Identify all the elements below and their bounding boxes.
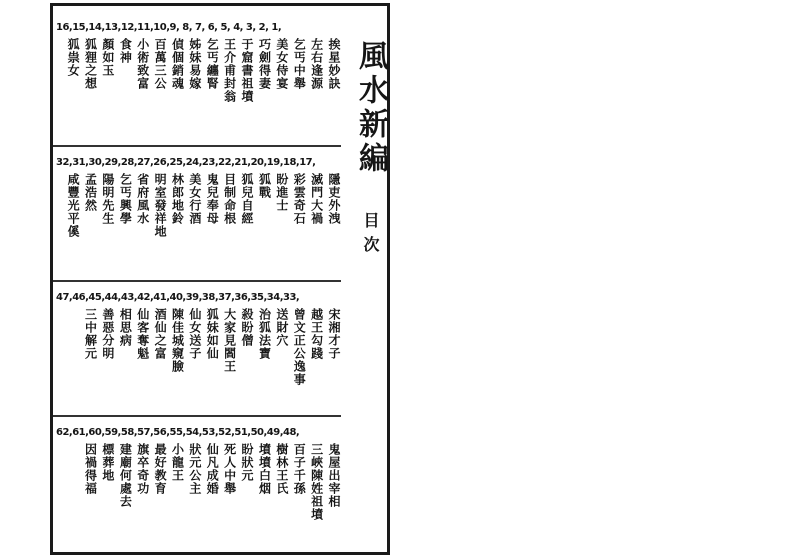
toc-entry: 鬼兒奉母 <box>205 173 220 225</box>
toc-entry: 乞丐中舉 <box>292 38 307 90</box>
entry-columns <box>81 308 342 386</box>
entry-columns <box>81 443 342 521</box>
toc-entry: 仙客奪魁 <box>135 308 150 360</box>
entry-numbers: 16,15,14,13,12,11,10,9, 8, 7, 6, 5, 4, 3, 2, 1, <box>56 22 282 33</box>
frame-bottom-border <box>50 552 390 555</box>
toc-entry: 王介甫封翁 <box>222 38 237 103</box>
toc-entry: 宋湘才子 <box>327 308 341 360</box>
frame-top-border <box>50 3 390 6</box>
toc-entry: 省府風水 <box>135 173 150 225</box>
toc-entry: 乞丐纏腎 <box>205 38 220 90</box>
toc-entry: 美女行酒 <box>187 173 202 225</box>
toc-entry: 狐狸之想 <box>83 38 98 90</box>
toc-entry: 挨星妙訣 <box>327 38 341 90</box>
toc-entry: 仙凡成婚 <box>205 443 220 495</box>
toc-entry: 林郎地鈴 <box>170 173 185 225</box>
toc-entry: 盼狀元 <box>240 443 255 482</box>
toc-entry: 偵個銷魂 <box>170 38 185 90</box>
toc-heading: 目次 <box>361 212 380 260</box>
toc-entry: 美女侍宴 <box>274 38 289 90</box>
toc-entry: 樹林王氏 <box>274 443 289 495</box>
toc-entry: 目制命根 <box>222 173 237 225</box>
section-divider <box>53 415 341 417</box>
entry-numbers: 62,61,60,59,58,57,56,55,54,53,52,51,50,49,48, <box>56 427 300 438</box>
toc-entry: 左右逢源 <box>309 38 324 90</box>
toc-entry: 善惡分明 <box>100 308 115 360</box>
toc-entry: 陽明先生 <box>100 173 115 225</box>
toc-entry: 墳墳白烟 <box>257 443 272 495</box>
toc-entry: 仙女送子 <box>187 308 202 360</box>
entry-numbers: 32,31,30,29,28,27,26,25,24,23,22,21,20,19,18,17, <box>56 157 316 168</box>
toc-entry: 鬼屋出宰相 <box>327 443 341 508</box>
section-divider <box>53 280 341 282</box>
entry-columns <box>64 173 342 238</box>
toc-entry: 治狐法寶 <box>257 308 272 360</box>
toc-entry: 最好教育 <box>153 443 168 495</box>
toc-entry: 顏如玉 <box>100 38 115 77</box>
toc-entry: 百子千孫 <box>292 443 307 495</box>
toc-entry: 曾文正公逸事 <box>292 308 307 386</box>
toc-entry: 孟浩然 <box>83 173 98 212</box>
toc-entry: 彩雲奇石 <box>292 173 307 225</box>
toc-entry: 陳佳城窺臉 <box>170 308 185 373</box>
toc-entry: 盼進士 <box>274 173 289 212</box>
toc-entry: 旗卒奇功 <box>135 443 150 495</box>
entry-numbers: 47,46,45,44,43,42,41,40,39,38,37,36,35,34,33, <box>56 292 300 303</box>
toc-entry: 狐兒自經 <box>240 173 255 225</box>
toc-entry: 死人中舉 <box>222 443 237 495</box>
toc-entry: 殺盼僧 <box>240 308 255 347</box>
toc-entry: 狐戰 <box>257 173 272 199</box>
toc-entry: 狀元公主 <box>187 443 202 495</box>
toc-entry: 狐妹如仙 <box>205 308 220 360</box>
toc-entry: 標葬地 <box>100 443 115 482</box>
toc-entry: 滅門大禍 <box>309 173 324 225</box>
toc-entry: 巧劍得妻 <box>257 38 272 90</box>
toc-entry: 隱吏外洩 <box>327 173 341 225</box>
toc-entry: 因禍得福 <box>83 443 98 495</box>
toc-entry: 于窟書祖墳 <box>240 38 255 103</box>
toc-entry: 乞丐興學 <box>118 173 133 225</box>
toc-entry: 三中解元 <box>83 308 98 360</box>
toc-entry: 食神 <box>118 38 133 64</box>
toc-entry: 姊妹易嫁 <box>187 38 202 90</box>
toc-entry: 三峽陳姓祖墳 <box>309 443 324 521</box>
toc-entry: 明室發祥地 <box>153 173 168 238</box>
frame-left-border <box>50 3 53 555</box>
toc-entry: 大家見閻王 <box>222 308 237 373</box>
toc-entry: 小術致富 <box>135 38 150 90</box>
section-divider <box>53 145 341 147</box>
toc-entry: 咸豐光平傒 <box>66 173 81 238</box>
toc-entry: 百萬三公 <box>153 38 168 90</box>
toc-entry: 小龍王 <box>170 443 185 482</box>
toc-entry: 狐祟女 <box>66 38 81 77</box>
book-title: 風水新編 <box>353 40 388 176</box>
toc-entry: 酒仙之富 <box>153 308 168 360</box>
toc-entry: 建廟何處去 <box>118 443 133 508</box>
toc-entry: 越王勾踐 <box>309 308 324 360</box>
entry-columns <box>64 38 342 103</box>
toc-entry: 送財穴 <box>274 308 289 347</box>
toc-entry: 相思病 <box>118 308 133 347</box>
